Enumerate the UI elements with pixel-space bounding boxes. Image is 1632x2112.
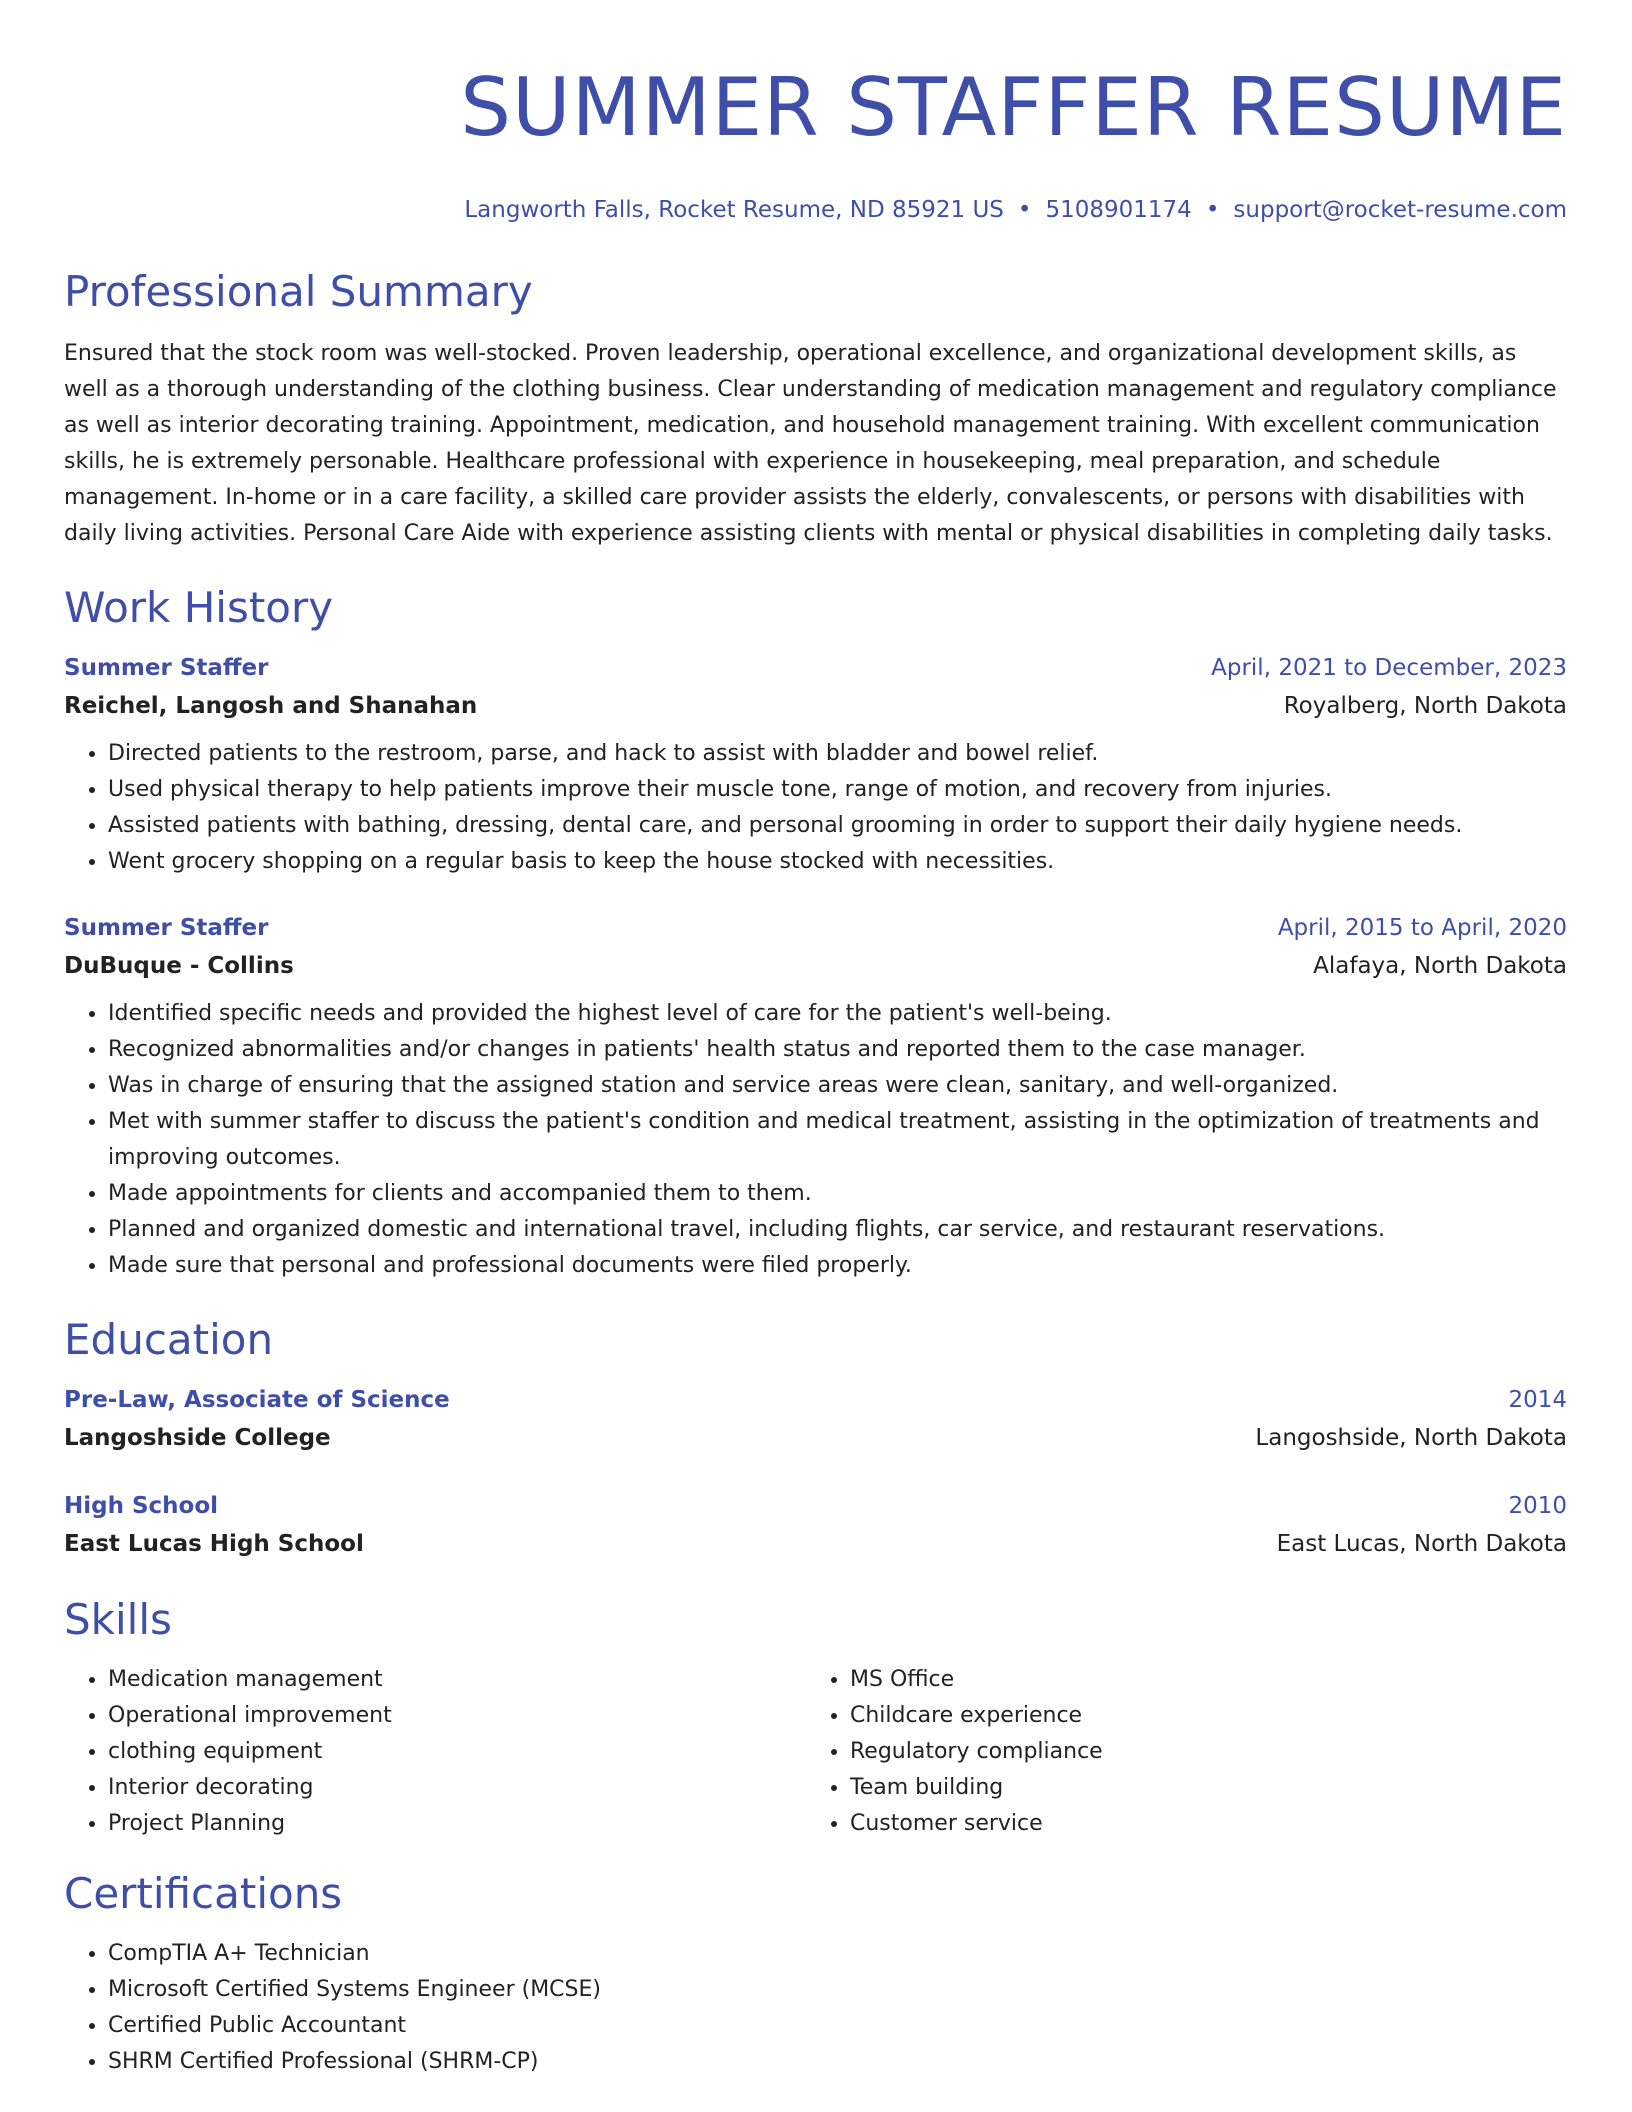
job-duty: • Planned and organized domestic and international travel, including flights, car service, and restaurant reservations.	[108, 1212, 1567, 1248]
contact-line	[64, 194, 1567, 226]
job-duty: • Directed patients to the restroom, parse, and hack to assist with bladder and bowel relief.	[108, 736, 1567, 772]
skill-item: • Project Planning	[108, 1806, 806, 1842]
job-duty: • Went grocery shopping on a regular basis to keep the house stocked with necessities.	[108, 844, 1567, 880]
skills-heading: Skills	[64, 1595, 172, 1644]
job-entry	[64, 650, 1567, 880]
skill-item: • Interior decorating	[108, 1770, 806, 1806]
education-location: East Lucas, North Dakota	[1276, 1531, 1567, 1557]
job-dates: April, 2021 to December, 2023	[1211, 655, 1567, 681]
skill-item: • Childcare experience	[850, 1698, 1103, 1734]
education-degree: High School	[64, 1493, 219, 1519]
education-entry	[64, 1488, 1567, 1564]
job-entry	[64, 910, 1567, 1284]
job-duty: • Made appointments for clients and accompanied them to them.	[108, 1176, 1567, 1212]
certifications-heading: Certifications	[64, 1869, 343, 1918]
contact-email: support@rocket-resume.com	[1233, 197, 1567, 223]
skill-item: • Customer service	[850, 1806, 1103, 1842]
skill-item: • clothing equipment	[108, 1734, 806, 1770]
job-header	[64, 650, 1567, 686]
education-year: 2014	[1508, 1387, 1567, 1413]
skill-item: • Medication management	[108, 1662, 806, 1698]
summary-heading: Professional Summary	[64, 267, 533, 316]
contact-separator: •	[1017, 197, 1032, 223]
job-duty: • Met with summer staffer to discuss the patient's condition and medical treatment, assisting in the optimization of treatments and improving outcomes.	[108, 1104, 1567, 1176]
job-subheader	[64, 686, 1567, 726]
certifications-list	[64, 1936, 1567, 2080]
job-duty: • Was in charge of ensuring that the assigned station and service areas were clean, sanitary, and well-organized.	[108, 1068, 1567, 1104]
skill-item: • Team building	[850, 1770, 1103, 1806]
resume-title: SUMMER STAFFER RESUME	[460, 61, 1567, 154]
summary-section	[64, 266, 1567, 552]
education-year: 2010	[1508, 1493, 1567, 1519]
job-header	[64, 910, 1567, 946]
skills-list-right	[806, 1662, 1103, 1842]
skill-item: • Regulatory compliance	[850, 1734, 1103, 1770]
job-duty: • Recognized abnormalities and/or changes in patients' health status and reported them to the case manager.	[108, 1032, 1567, 1068]
job-location: Alafaya, North Dakota	[1313, 953, 1567, 979]
work-history-heading: Work History	[64, 583, 334, 632]
skill-item: • MS Office	[850, 1662, 1103, 1698]
education-header	[64, 1382, 1567, 1418]
job-location: Royalberg, North Dakota	[1283, 693, 1567, 719]
skills-section	[64, 1594, 1567, 1842]
education-heading: Education	[64, 1315, 274, 1364]
job-subheader	[64, 946, 1567, 986]
certification-item: • Microsoft Certified Systems Engineer (MCSE)	[108, 1972, 1567, 2008]
skills-columns	[64, 1662, 1567, 1842]
education-header	[64, 1488, 1567, 1524]
contact-separator: •	[1205, 197, 1220, 223]
certifications-section	[64, 1868, 1567, 2080]
job-company: DuBuque - Collins	[64, 953, 294, 979]
certification-item: • SHRM Certified Professional (SHRM-CP)	[108, 2044, 1567, 2080]
contact-address: Langworth Falls, Rocket Resume, ND 85921 US	[464, 197, 1004, 223]
job-duty: • Used physical therapy to help patients improve their muscle tone, range of motion, and recovery from injuries.	[108, 772, 1567, 808]
education-location: Langoshside, North Dakota	[1255, 1425, 1567, 1451]
education-entry	[64, 1382, 1567, 1458]
certification-item: • CompTIA A+ Technician	[108, 1936, 1567, 1972]
contact-phone: 5108901174	[1045, 197, 1192, 223]
education-school: East Lucas High School	[64, 1531, 364, 1557]
job-role: Summer Staffer	[64, 915, 269, 941]
job-dates: April, 2015 to April, 2020	[1277, 915, 1567, 941]
job-duty: • Made sure that personal and professional documents were filed properly.	[108, 1248, 1567, 1284]
work-history-section	[64, 582, 1567, 1284]
skill-item: • Operational improvement	[108, 1698, 806, 1734]
education-subheader	[64, 1524, 1567, 1564]
job-duties	[64, 736, 1567, 880]
education-subheader	[64, 1418, 1567, 1458]
skills-list-left	[64, 1662, 806, 1842]
education-degree: Pre-Law, Associate of Science	[64, 1387, 450, 1413]
education-section	[64, 1314, 1567, 1564]
job-company: Reichel, Langosh and Shanahan	[64, 693, 478, 719]
job-role: Summer Staffer	[64, 655, 269, 681]
job-duty: • Assisted patients with bathing, dressing, dental care, and personal grooming in order to support their daily hygiene needs.	[108, 808, 1567, 844]
certification-item: • Certified Public Accountant	[108, 2008, 1567, 2044]
job-duties	[64, 996, 1567, 1284]
summary-text: Ensured that the stock room was well-stocked. Proven leadership, operational excellence, and organizational development skills, as well as a thorough understanding of the clothing business. Clear understanding of medication management and regulatory compliance as well as interior decorating training. Appointment, medication, and household management training. With excellent communication skills, he is extremely personable. Healthcare professional with experience in housekeeping, meal preparation, and schedule management. In-home or in a care facility, a skilled care provider assists the elderly, convalescents, or persons with disabilities with daily living activities. Personal Care Aide with experience assisting clients with mental or physical disabilities in completing daily tasks.	[64, 341, 1557, 546]
education-school: Langoshside College	[64, 1425, 331, 1451]
job-duty: • Identified specific needs and provided the highest level of care for the patient's well-being.	[108, 996, 1567, 1032]
